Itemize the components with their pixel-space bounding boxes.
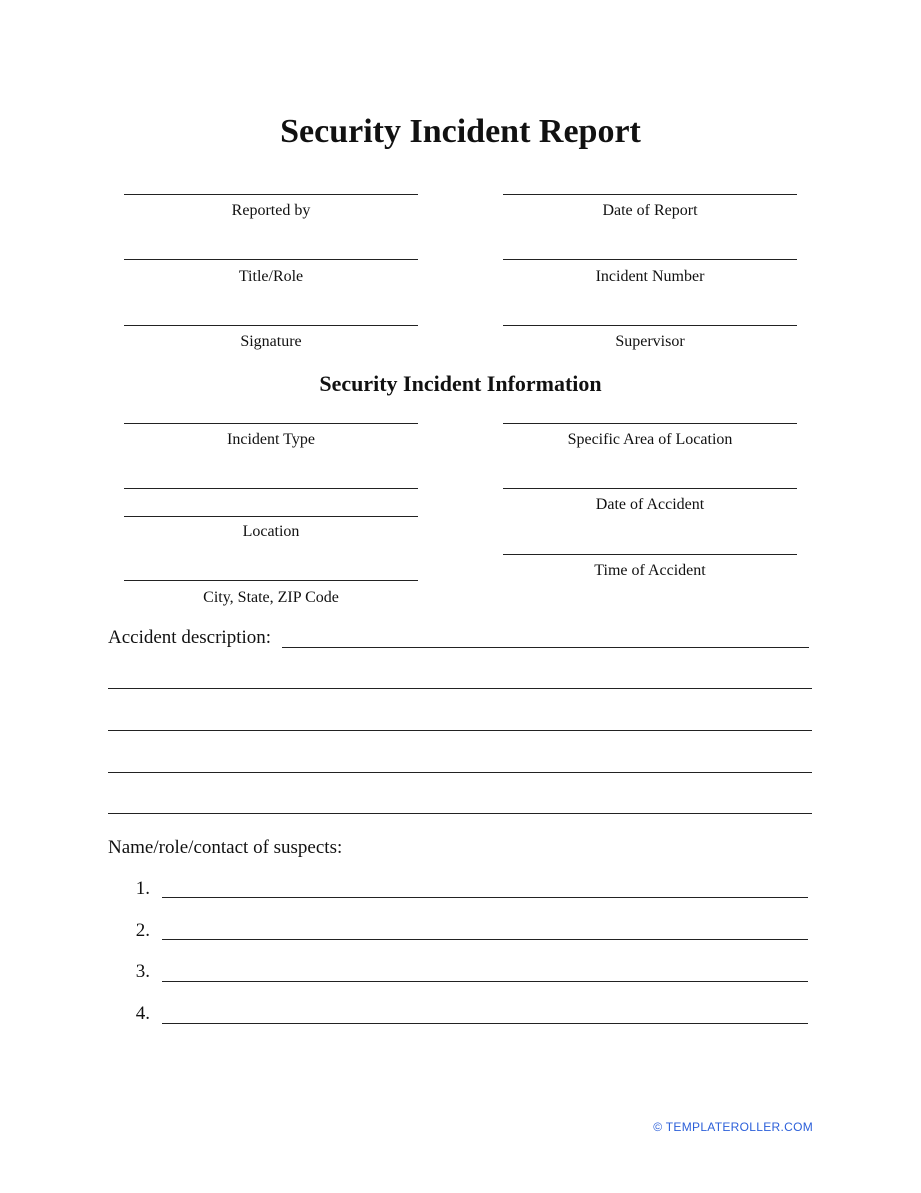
suspect-number-1: 1. (135, 878, 150, 899)
description-line-5[interactable] (108, 813, 812, 814)
signature-label: Signature (240, 333, 302, 350)
incident-type-line[interactable] (124, 423, 418, 424)
suspect-number-2: 2. (135, 920, 150, 941)
description-line-4[interactable] (108, 772, 812, 773)
city-state-zip-line[interactable] (124, 580, 418, 581)
page-title: Security Incident Report (280, 113, 641, 150)
suspect-line-1[interactable] (162, 897, 808, 898)
description-line-1[interactable] (282, 647, 809, 648)
suspects-label: Name/role/contact of suspects: (108, 837, 343, 858)
reported-by-line[interactable] (124, 194, 418, 195)
suspect-number-4: 4. (135, 1003, 150, 1024)
time-of-accident-label: Time of Accident (594, 562, 706, 579)
supervisor-line[interactable] (503, 325, 797, 326)
suspect-line-3[interactable] (162, 981, 808, 982)
suspect-line-2[interactable] (162, 939, 808, 940)
suspect-line-4[interactable] (162, 1023, 808, 1024)
signature-line[interactable] (124, 325, 418, 326)
supervisor-label: Supervisor (615, 333, 685, 350)
footer-copyright[interactable]: © TEMPLATEROLLER.COM (653, 1120, 813, 1134)
accident-description-label: Accident description: (108, 627, 272, 648)
incident-number-label: Incident Number (595, 268, 705, 285)
date-of-accident-label: Date of Accident (595, 496, 705, 513)
date-of-report-label: Date of Report (602, 202, 698, 219)
title-role-line[interactable] (124, 259, 418, 260)
section-title: Security Incident Information (319, 371, 602, 396)
specific-area-line[interactable] (503, 423, 797, 424)
suspect-number-3: 3. (135, 961, 150, 982)
location-label: Location (242, 523, 300, 540)
location-line-1[interactable] (124, 488, 418, 489)
incident-type-label: Incident Type (227, 431, 315, 448)
location-line-2[interactable] (124, 516, 418, 517)
time-of-accident-line[interactable] (503, 554, 797, 555)
specific-area-label: Specific Area of Location (567, 431, 733, 448)
description-line-2[interactable] (108, 688, 812, 689)
reported-by-label: Reported by (231, 202, 311, 219)
date-of-report-line[interactable] (503, 194, 797, 195)
date-of-accident-line[interactable] (503, 488, 797, 489)
incident-number-line[interactable] (503, 259, 797, 260)
description-line-3[interactable] (108, 730, 812, 731)
title-role-label: Title/Role (238, 268, 304, 285)
city-state-zip-label: City, State, ZIP Code (203, 589, 339, 606)
